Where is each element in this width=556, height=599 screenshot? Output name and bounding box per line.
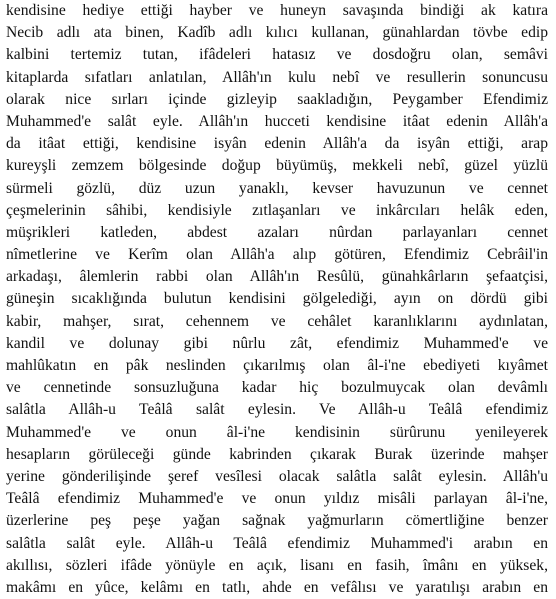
text-line-27: makâmı en yûce, kelâmı en tatlı, ahde en vefâlısı ve yaratılışı arabın en [6,578,548,596]
text-line-17: mahlûkatın en pâk neslinden çıkarılmış olan âl-i'ne ebediyeti kıyâmet [6,357,548,374]
text-line-25: salâtla salât eyle. Allâh-u Teâlâ efendimiz Muhammed'i arabın en [6,534,548,552]
text-line-2: Necib adlı ata binen, Kadîb adlı kılıcı kullanan, günahlardan tövbe edip [6,24,548,42]
text-line-20: Muhammed'e ve onun âl-i'ne kendisinin sürûrunu yenileyerek [6,423,548,441]
text-line-10: çeşmelerinin sâhibi, kendisiyle zıtlaşanları ve inkârcıları helâk eden, [6,201,548,219]
text-line-6: Muhammed'e salât eyle. Allâh'ın hucceti kendisine itâat edenin Allâh'a [6,112,548,130]
text-line-22: yerine gönderilişinde şeref vesîlesi olacak salâtla salât eylesin. Allâh'u [6,467,548,485]
text-line-15: kabir, mahşer, sırat, cehennem ve cehâlet karanlıklarını aydınlatan, [6,312,548,330]
text-line-8: kureyşli zemzem bölgesinde doğup büyümüş, mekkeli nebî, güzel yüzlü [6,157,548,175]
text-line-11: müşrikleri katleden, abdest azaları nûrdan parlayanları cennet [6,223,548,241]
text-line-21: hesapların görüleceği günde kabrinden çıkarak Burak üzerinde mahşer [6,445,548,463]
text-line-13: arkadaşı, âlemlerin rabbi olan Allâh'ın Resûlü, günahkârların şefaatçisi, [6,268,548,286]
text-line-16: kandil ve dolunay gibi nûrlu zât, efendimiz Muhammed'e ve [6,334,548,352]
text-line-26: akıllısı, sözleri ifâde yönüyle en açık, lisanı en fasih, îmânı en yüksek, [6,556,548,574]
text-line-19: salâtla Allâh-u Teâlâ salât eylesin. Ve Allâh-u Teâlâ efendimiz [6,401,548,419]
text-line-14: güneşin sıcaklığında bulutun kendisini gölgelediği, ayın on dördü gibi [6,290,548,308]
text-line-18: ve cennetinde sonsuzluğuna kadar hiç bozulmuycak olan devâmlı [6,379,548,397]
text-line-24: üzerlerine peş peşe yağan sağnak yağmurların cömertliğine benzer [6,512,548,530]
document-page [6,0,548,599]
text-line-12: nîmetlerine ve Kerîm olan Allâh'a alıp götüren, Efendimiz Cebrâil'in [6,246,548,264]
text-line-5: olarak nice sırları içinde gizleyip saakladığın, Peygamber Efendimiz [6,90,548,108]
text-line-7: da itâat ettiği, kendisine isyân edenin Allâh'a da isyân ettiği, arap [6,135,548,153]
text-line-1: kendisine hediye ettiği hayber ve huneyn savaşında bindiği ak katıra [6,2,548,19]
text-line-4: kitaplarda sıfatları anlatılan, Allâh'ın kulu nebî ve resullerin sonuncusu [6,68,548,86]
text-line-9: sürmeli gözlü, düz uzun yanaklı, kevser havuzunun ve cennet [6,179,548,197]
text-line-3: kalbini tertemiz tutan, ifâdeleri hatasız ve dosdoğru olan, semâvi [6,46,548,64]
text-line-23: Teâlâ efendimiz Muhammed'e ve onun yıldız misâli parlayan âl-i'ne, [6,490,548,508]
